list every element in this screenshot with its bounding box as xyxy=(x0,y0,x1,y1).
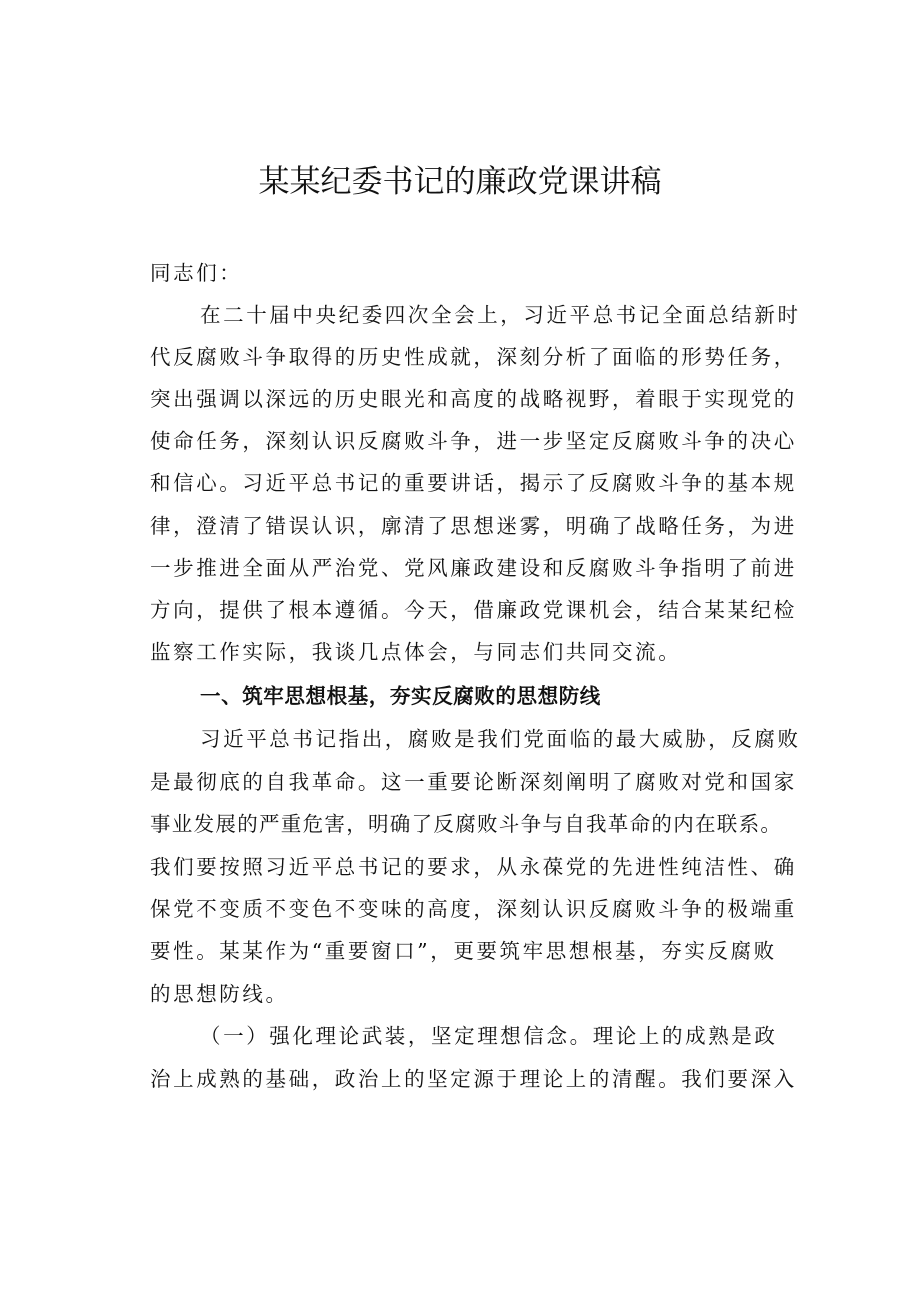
paragraph-line: 我们要按照习近平总书记的要求，从永葆党的先进性纯洁性、确 xyxy=(150,855,797,879)
paragraph-line: 事业发展的严重危害，明确了反腐败斗争与自我革命的内在联系。 xyxy=(150,812,783,836)
document-title: 某某纪委书记的廉政党课讲稿 xyxy=(258,164,662,200)
paragraph-line: 治上成熟的基础，政治上的坚定源于理论上的清醒。我们要深入 xyxy=(150,1067,797,1091)
section-heading: 一、筑牢思想根基，夯实反腐败的思想防线 xyxy=(200,684,601,708)
paragraph-line: 律，澄清了错误认识，廓清了思想迷雾，明确了战略任务，为进 xyxy=(150,514,797,538)
paragraph-line: 的思想防线。 xyxy=(150,982,289,1006)
paragraph-line: 一步推进全面从严治党、党风廉政建设和反腐败斗争指明了前进 xyxy=(150,556,797,580)
paragraph-line: 代反腐败斗争取得的历史性成就，深刻分析了面临的形势任务， xyxy=(150,345,797,369)
salutation: 同志们： xyxy=(150,261,243,285)
paragraph-line: 保党不变质不变色不变味的高度，深刻认识反腐败斗争的极端重 xyxy=(150,897,797,921)
paragraph-line: 方向，提供了根本遵循。今天，借廉政党课机会，结合某某纪检 xyxy=(150,598,797,622)
paragraph-line: 使命任务，深刻认识反腐败斗争，进一步坚定反腐败斗争的决心 xyxy=(150,429,797,453)
paragraph-line: 和信心。习近平总书记的重要讲话，揭示了反腐败斗争的基本规 xyxy=(150,471,797,495)
paragraph-line: 突出强调以深远的历史眼光和高度的战略视野，着眼于实现党的 xyxy=(150,387,797,411)
subsection-line: （一）强化理论武装，坚定理想信念。理论上的成熟是政 xyxy=(200,1024,778,1048)
paragraph-line: 是最彻底的自我革命。这一重要论断深刻阐明了腐败对党和国家 xyxy=(150,770,797,794)
paragraph-line: 要性。某某作为“重要窗口”，更要筑牢思想根基，夯实反腐败 xyxy=(150,939,777,963)
paragraph-line: 在二十届中央纪委四次全会上，习近平总书记全面总结新时 xyxy=(200,303,801,327)
paragraph-line: 监察工作实际，我谈几点体会，与同志们共同交流。 xyxy=(150,640,682,664)
paragraph-line: 习近平总书记指出，腐败是我们党面临的最大威胁，反腐败 xyxy=(200,727,801,751)
